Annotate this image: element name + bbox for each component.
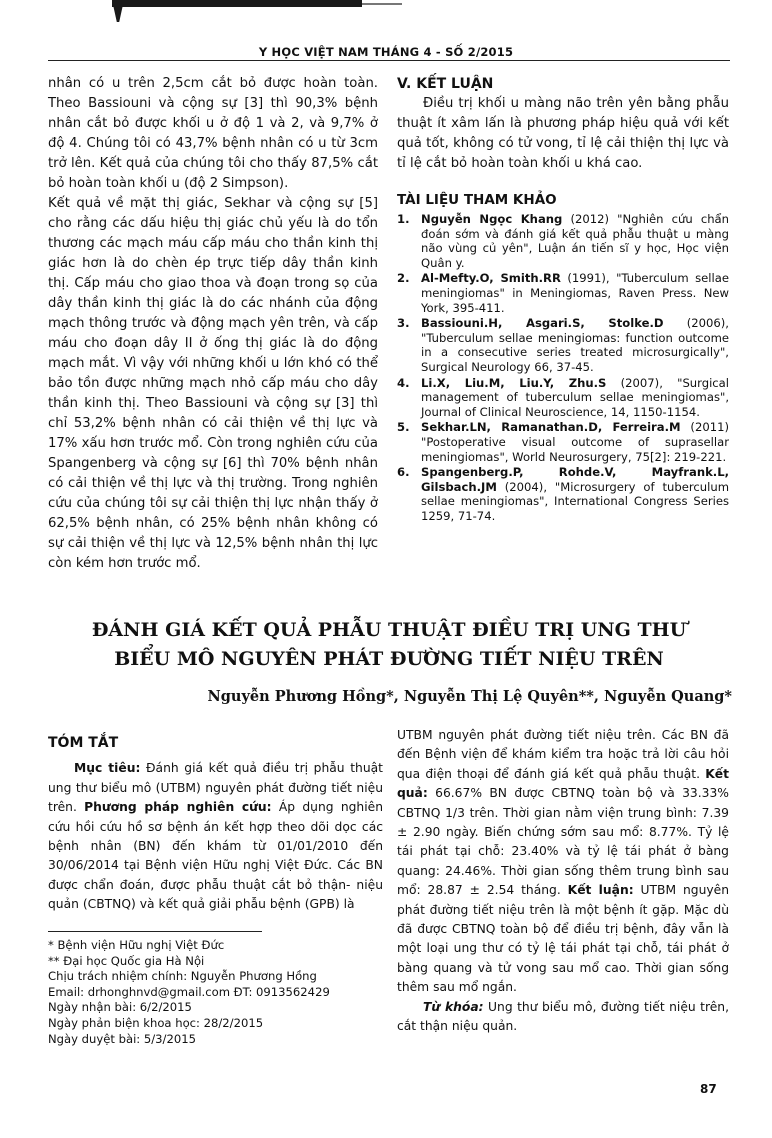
reference-authors: Sekhar.LN, Ramanathan.D, Ferreira.M xyxy=(421,420,681,435)
running-head: Y HỌC VIỆT NAM THÁNG 4 - SỐ 2/2015 xyxy=(258,45,514,59)
reference-details: (2012) "Nghiên cứu chẩn đoán sớm và đánh giá kết quả phẫu thuật u màng não vùng củ yên", Luận án tiến sĩ y học, Học viện Quân y. xyxy=(421,212,729,270)
reference-text xyxy=(421,212,729,270)
article-title-line: BIỂU MÔ NGUYÊN PHÁT ĐƯỜNG TIẾT NIỆU TRÊN xyxy=(114,648,664,670)
reference-item xyxy=(397,420,729,464)
reference-item xyxy=(397,376,729,420)
article-authors: Nguyễn Phương Hồng*, Nguyễn Thị Lệ Quyên**, Nguyễn Quang* xyxy=(207,688,732,705)
reference-authors: Spangenberg.P, Rohde.V, Mayfrank.L, Gilsbach.JM xyxy=(421,465,729,494)
reference-number: 2. xyxy=(397,271,410,286)
reference-details: (1991), "Tuberculum sellae meningiomas" in Meningiomas, Raven Press. New York, 395-411. xyxy=(421,271,729,315)
footnote-line: Ngày duyệt bài: 5/3/2015 xyxy=(48,1031,196,1046)
results-label: Kết quả: xyxy=(397,766,729,801)
scan-artifact-bar xyxy=(112,0,362,7)
article-title-line: ĐÁNH GIÁ KẾT QUẢ PHẪU THUẬT ĐIỀU TRỊ UNG THƯ xyxy=(91,619,687,641)
reference-number: 6. xyxy=(397,465,410,480)
previous-article-discussion xyxy=(48,74,378,574)
objective-text: Đánh giá kết quả điều trị phẫu thuật ung thư biểu mô (UTBM) nguyên phát đường tiết niệu trên. xyxy=(48,761,383,815)
conclusion-label: Kết luận: xyxy=(567,883,634,898)
footnote-line: Ngày phản biện khoa học: 28/2/2015 xyxy=(48,1015,264,1030)
reference-number: 3. xyxy=(397,316,410,331)
reference-text xyxy=(421,376,729,420)
reference-item xyxy=(397,465,729,523)
reference-authors: Nguyễn Ngọc Khang xyxy=(421,212,563,226)
footnotes xyxy=(48,938,388,1047)
keywords-paragraph xyxy=(397,998,729,1037)
footnote-line: ** Đại học Quốc gia Hà Nội xyxy=(48,953,205,968)
objective-label: Mục tiêu: xyxy=(74,761,141,776)
conclusion-text: Điều trị khối u màng não trên yên bằng phẫu thuật ít xâm lấn là phương pháp hiệu quả với kết quả tốt, không có tử vong, tỉ lệ cải thiện thị lực và tỉ lệ cắt bỏ hoàn toàn khối u khá cao. xyxy=(397,96,729,171)
footnote-line: * Bệnh viện Hữu nghị Việt Đức xyxy=(48,938,225,952)
article-title xyxy=(48,616,730,674)
keywords-text: Ung thư biểu mô, đường tiết niệu trên, cắt thận niệu quản. xyxy=(397,999,730,1034)
results-text: 66.67% BN được CBTNQ toàn bộ và 33.33% CBTNQ 1/3 trên. Thời gian nằm viện trung bình: 7.39 ± 2.90 ngày. Biến chứng sớm sau mổ: 8.77%. Tỷ lệ tái phát tại chỗ: 23.40% và tỷ lệ tái phát ở bàng quang: 24.46%. Thời gian sống thêm trung bình sau mổ: 28.87 ± 2.54 tháng. xyxy=(397,786,729,898)
conclusion-heading: V. KẾT LUẬN xyxy=(397,76,494,92)
methods-label: Phương pháp nghiên cứu: xyxy=(84,800,272,815)
reference-details: (2011) "Postoperative visual outcome of suprasellar meningiomas", World Neurosurgery, 75[2]: 219-221. xyxy=(421,420,729,464)
reference-item xyxy=(397,316,729,374)
reference-text xyxy=(421,420,729,464)
page-number: 87 xyxy=(700,1082,717,1096)
abstract-paragraph xyxy=(48,759,383,914)
abstract-right-column xyxy=(397,726,729,1037)
reference-text xyxy=(421,465,729,523)
reference-text xyxy=(421,271,729,315)
reference-text xyxy=(421,316,729,374)
footnote-line: Email: drhonghnvd@gmail.com ĐT: 0913562429 xyxy=(48,984,330,999)
reference-number: 1. xyxy=(397,212,410,226)
reference-details: (2007), "Surgical management of tuberculum sellae meningiomas", Journal of Clinical Neuroscience, 14, 1150-1154. xyxy=(421,375,729,419)
reference-item xyxy=(397,212,729,270)
footnote-line: Chịu trách nhiệm chính: Nguyễn Phương Hồng xyxy=(48,969,317,984)
methods-text: Áp dụng nghiên cứu hồi cứu hồ sơ bệnh án kết hợp theo dõi dọc các bệnh nhân (BN) đến khám từ 01/01/2010 đến 30/06/2014 tại Bệnh viện Hữu nghị Việt Đức. Các BN được chẩn đoán, được phẫu thuật cắt bỏ thận- niệu quản (CBTNQ) và kết quả giải phẫu bệnh (GPB) là xyxy=(48,800,383,912)
footnote-rule xyxy=(48,931,262,932)
abstract-paragraph xyxy=(397,726,729,998)
conclusion-abstract-text: UTBM nguyên phát đường tiết niệu trên là một bệnh ít gặp. Mặc dù đã được CBTNQ toàn bộ để điều trị bệnh, đây vẫn là một loại ung thư có tỷ lệ tái phát tại chỗ, tái phát ở bàng quang và tử vong sau mổ cao. Thời gian sống thêm sau mổ ngắn. xyxy=(397,883,729,995)
abstract-heading: TÓM TẮT xyxy=(48,735,119,751)
reference-authors: Bassiouni.H, Asgari.S, Stolke.D xyxy=(421,316,664,331)
reference-number: 5. xyxy=(397,420,410,435)
header-rule xyxy=(48,60,730,61)
conclusion-and-references xyxy=(397,74,729,524)
reference-details: (2004), "Microsurgery of tuberculum sellae meningiomas", International Congress Series 1259, 71-74. xyxy=(421,479,729,523)
discussion-paragraph: nhân có u trên 2,5cm cắt bỏ được hoàn toàn. Theo Bassiouni và cộng sự [3] thì 90,3% bệnh nhân cắt bỏ được khối u ở độ 1 và 2, và 9,7% ở độ 4. Chúng tôi có 43,7% bệnh nhân có u từ 3cm trở lên. Kết quả của chúng tôi cho thấy 87,5% cắt bỏ hoàn toàn khối u (độ 2 Simpson). xyxy=(48,76,378,191)
reference-authors: Al-Mefty.O, Smith.RR xyxy=(421,271,561,286)
references-list xyxy=(397,212,729,523)
scan-artifact-line xyxy=(362,3,402,5)
reference-item xyxy=(397,271,729,315)
keywords-label: Từ khóa: xyxy=(423,999,484,1014)
reference-number: 4. xyxy=(397,375,410,390)
reference-authors: Li.X, Liu.M, Liu.Y, Zhu.S xyxy=(421,375,607,390)
reference-details: (2006), "Tuberculum sellae meningiomas: function outcome in a consecutive series treated microsurgically", Surgical Neurology 66, 37-45. xyxy=(421,316,729,374)
references-heading: TÀI LIỆU THAM KHẢO xyxy=(397,192,557,208)
methods-text-cont: UTBM nguyên phát đường tiết niệu trên. Các BN đã đến Bệnh viện để khám kiểm tra hoặc trả lời câu hỏi qua điện thoại để đánh giá kết quả phẫu thuật. xyxy=(397,728,729,781)
footnote-line: Ngày nhận bài: 6/2/2015 xyxy=(48,1000,192,1015)
discussion-paragraph: Kết quả về mặt thị giác, Sekhar và cộng sự [5] cho rằng các dấu hiệu thị giác chủ yếu là do tổn thương các mạch máu cấp máu cho thần kinh thị giác hơn là do chèn ép trực tiếp dây thần kinh thị. Cấp máu cho giao thoa và đoạn trong sọ của dây thần kinh thị giác là do các nhánh của động mạch thông trước và động mạch yên trên, và cấp máu cho đoạn dây II ở ống thị giác là do động mạch mắt. Vì vậy với những khối u lớn khó có thể bảo tồn được những mạch nhỏ cấp máu cho dây thần kinh thị. Theo Bassiouni và cộng sự [3] thì chỉ 53,2% bệnh nhân có cải thiện về thị lực và 17% xấu hơn trước mổ. Còn trong nghiên cứu của Spangenberg và cộng sự [6] thì 70% bệnh nhân có cải thiện về thị lực và thị trường. Trong nghiên cứu của chúng tôi sự cải thiện thị lực nhận thấy ở 62,5% bệnh nhân, có 25% bệnh nhân không có sự cải thiện về thị lực và 12,5% bệnh nhân thị lực còn kém hơn trước mổ. xyxy=(48,196,378,571)
abstract-left-column xyxy=(48,734,383,915)
